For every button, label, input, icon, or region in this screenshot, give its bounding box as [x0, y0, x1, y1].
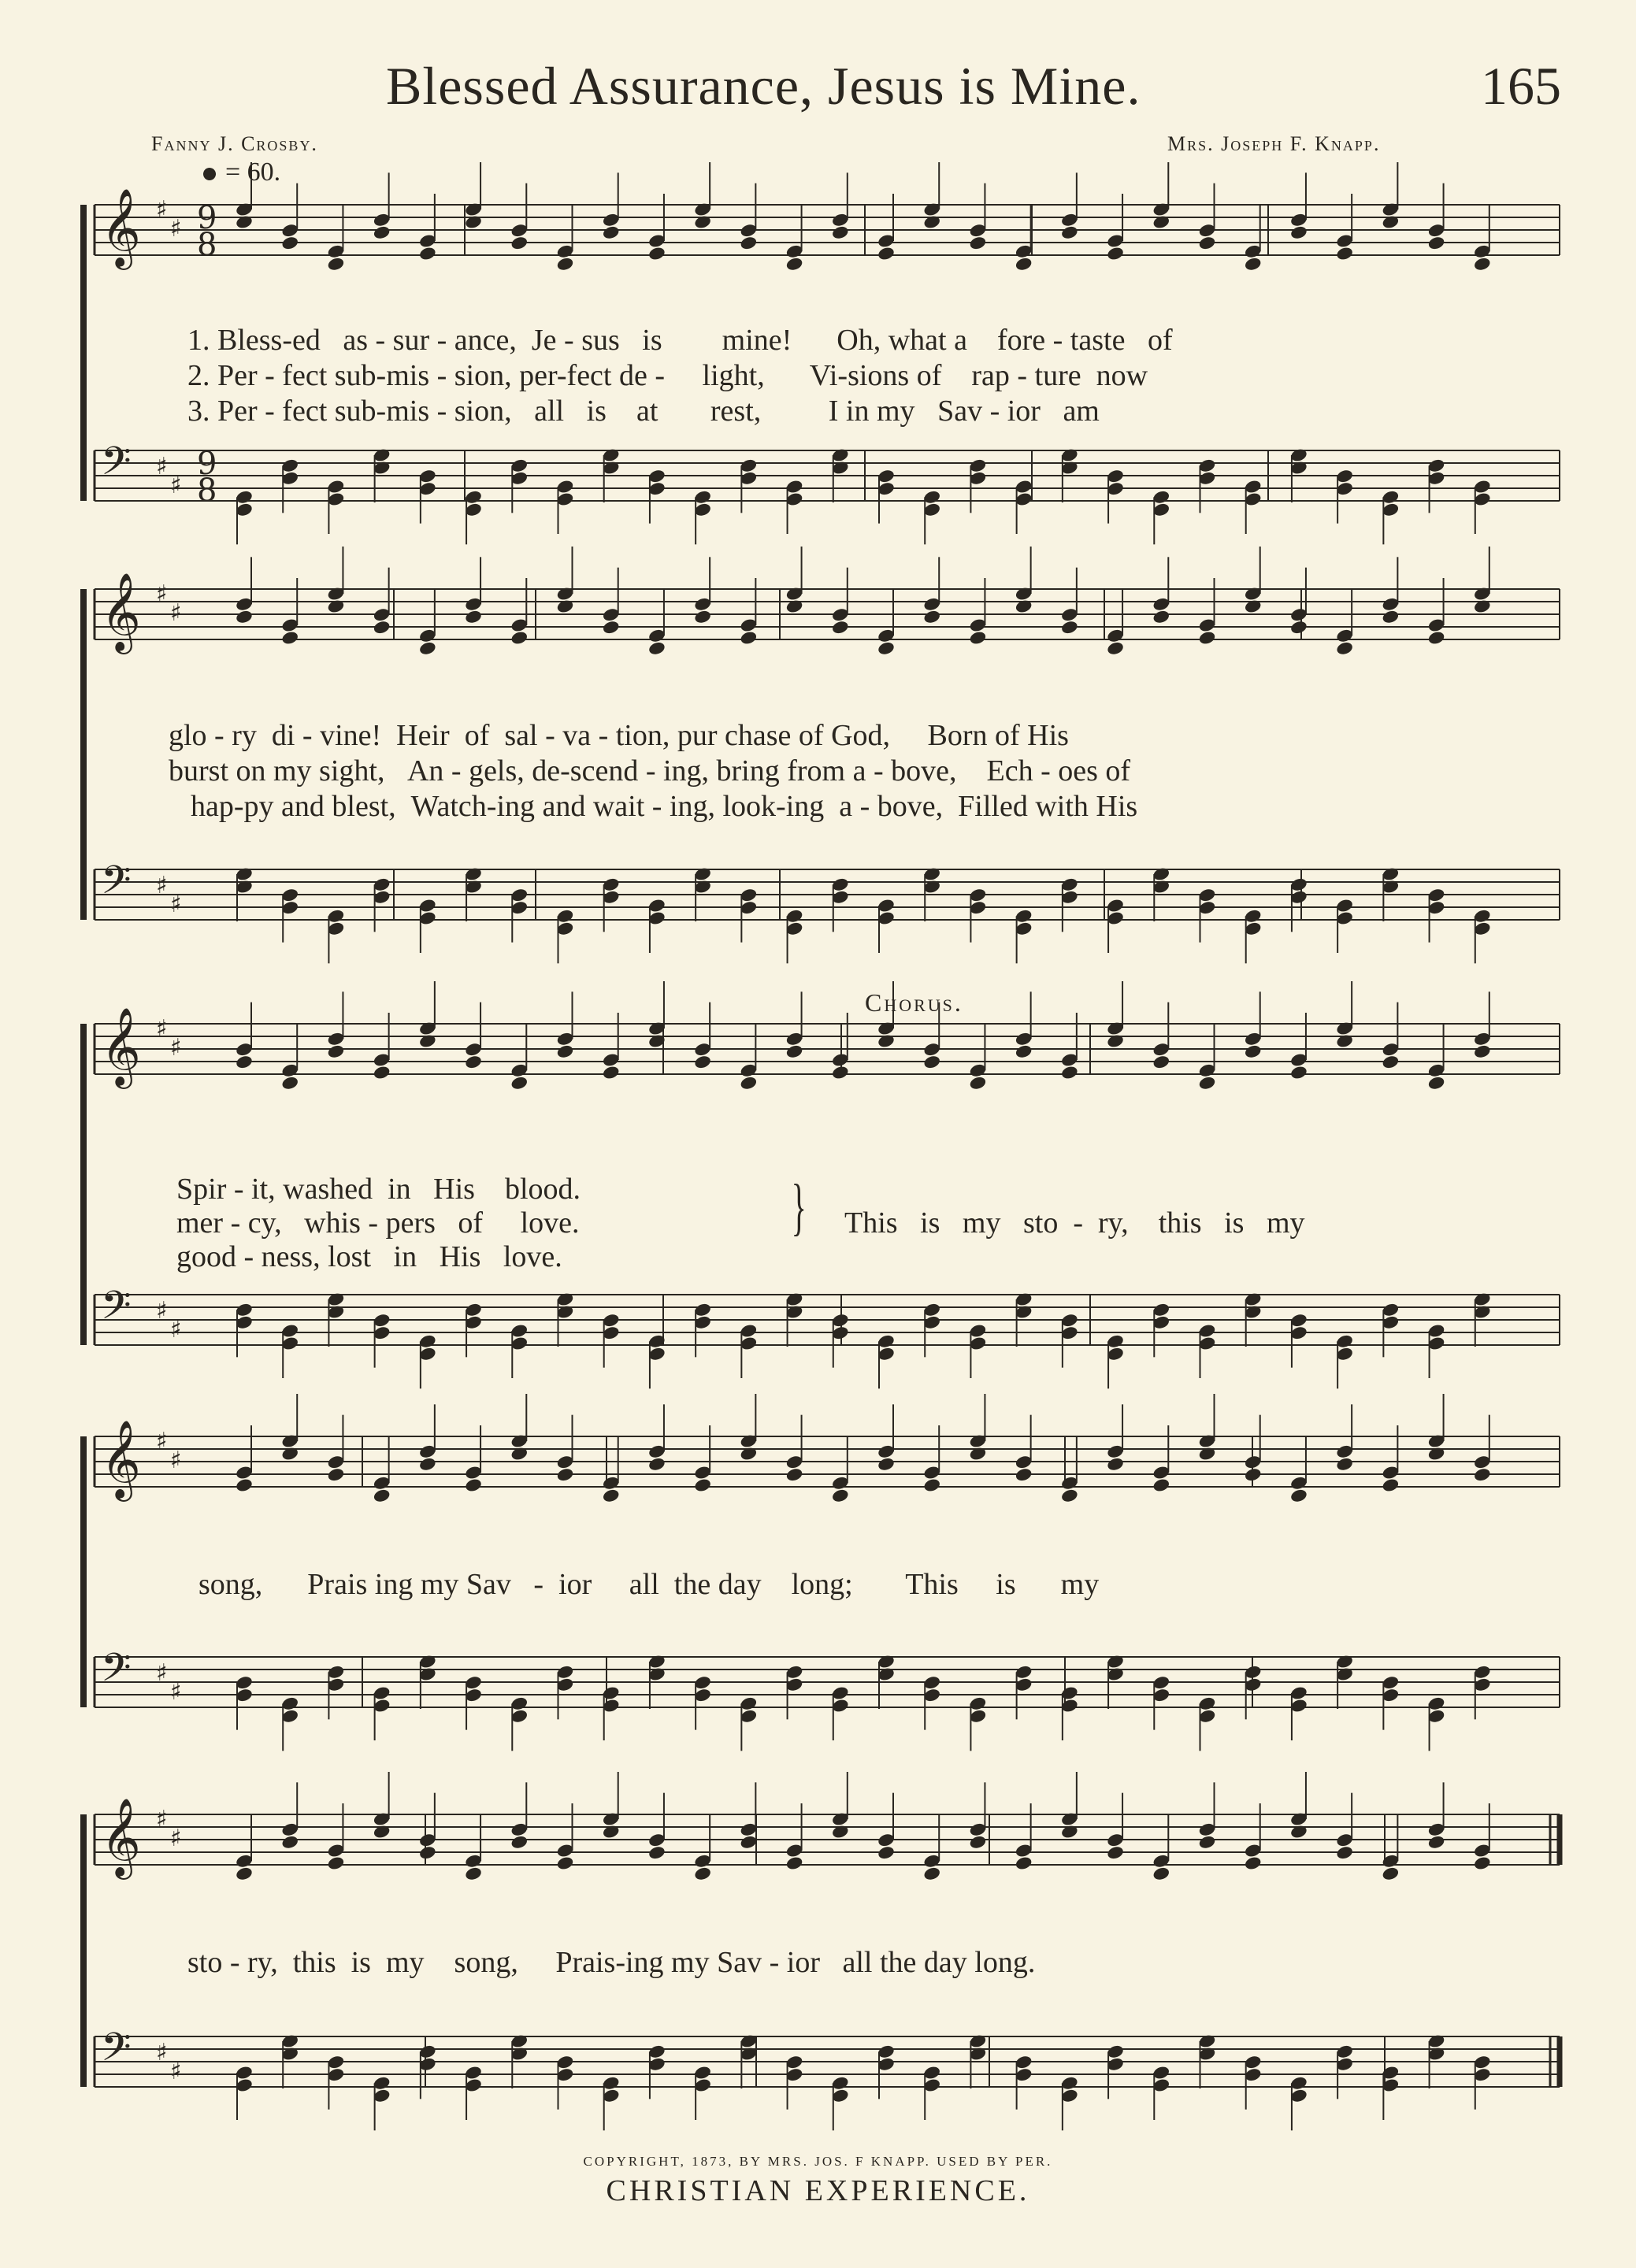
- note-head: [1198, 630, 1217, 646]
- note-head: [969, 1075, 988, 1091]
- note-head: [1427, 235, 1446, 251]
- note-head: [740, 1834, 759, 1850]
- sharp-icon: ♯: [156, 1428, 168, 1455]
- sharp-icon: ♯: [156, 453, 168, 480]
- note-head: [693, 1054, 712, 1070]
- note-head: [327, 256, 346, 272]
- note-head: [602, 620, 621, 636]
- note-head: [1015, 256, 1033, 272]
- treble-clef-icon: 𝄞: [101, 573, 141, 651]
- note-head: [1382, 1477, 1400, 1493]
- bass-clef-icon: 𝄢: [101, 439, 132, 494]
- sharp-icon: ♯: [170, 215, 182, 243]
- note-head: [280, 630, 299, 646]
- lyric-s2-v1: glo - ry di - vine! Heir of sal - va - tion, pur chase of God, Born of His: [169, 719, 1069, 752]
- sharp-icon: ♯: [170, 599, 182, 627]
- note-head: [1382, 1866, 1400, 1881]
- note-head: [1060, 224, 1079, 240]
- lyric-s2-v2: burst on my sight, An - gels, de-scend - ing, bring from a - bove, Ech - oes of: [169, 754, 1131, 788]
- note-head: [235, 1477, 254, 1493]
- note-head: [464, 1866, 483, 1881]
- note-head: [831, 1065, 850, 1080]
- sharp-icon: ♯: [170, 2058, 182, 2085]
- note-head: [647, 1456, 666, 1472]
- note-head: [969, 235, 988, 251]
- note-head: [1289, 1488, 1308, 1503]
- note-head: [280, 1075, 299, 1091]
- note-head: [1289, 224, 1308, 240]
- treble-clef-icon: 𝄞: [101, 1007, 141, 1086]
- verse-brace: }: [791, 1173, 807, 1242]
- note-head: [602, 1488, 621, 1503]
- sharp-icon: ♯: [156, 196, 168, 224]
- note-head: [280, 235, 299, 251]
- lyric-s3-v2: mer - cy, whis - pers of love.: [176, 1206, 580, 1240]
- note-head: [1106, 640, 1125, 656]
- note-head: [922, 1054, 941, 1070]
- sharp-icon: ♯: [156, 872, 168, 899]
- sharp-icon: ♯: [170, 1678, 182, 1706]
- note-head: [922, 1477, 941, 1493]
- note-head: [785, 1043, 804, 1059]
- sharp-icon: ♯: [170, 1825, 182, 1852]
- bass-clef-icon: 𝄢: [101, 858, 132, 913]
- note-head: [831, 1488, 850, 1503]
- note-head: [693, 1477, 712, 1493]
- note-head: [602, 1065, 621, 1080]
- note-head: [877, 246, 896, 261]
- composer-credit: Mrs. Joseph F. Knapp.: [1167, 132, 1381, 155]
- note-head: [1473, 1467, 1492, 1483]
- note-head: [1060, 620, 1079, 636]
- time-signature-bottom: 8: [197, 472, 217, 509]
- note-head: [602, 224, 621, 240]
- bass-clef-icon: 𝄢: [101, 1645, 132, 1700]
- note-head: [1106, 1845, 1125, 1861]
- note-head: [1427, 1075, 1446, 1091]
- note-head: [785, 1855, 804, 1871]
- note-head: [1015, 1467, 1033, 1483]
- note-head: [1106, 246, 1125, 261]
- note-head: [464, 609, 483, 624]
- lyric-s3-v1: Spir - it, washed in His blood.: [176, 1173, 581, 1206]
- note-head: [785, 256, 804, 272]
- note-head: [464, 1054, 483, 1070]
- note-head: [280, 1834, 299, 1850]
- note-head: [418, 246, 437, 261]
- note-head: [740, 1075, 759, 1091]
- note-head: [969, 1834, 988, 1850]
- sharp-icon: ♯: [170, 1447, 182, 1474]
- note-head: [1382, 609, 1400, 624]
- note-head: [373, 224, 391, 240]
- note-head: [373, 620, 391, 636]
- note-head: [556, 1467, 575, 1483]
- note-head: [969, 630, 988, 646]
- note-head: [327, 1467, 346, 1483]
- note-head: [418, 640, 437, 656]
- note-head: [1244, 1467, 1263, 1483]
- tempo-value: = 60.: [225, 158, 281, 187]
- note-head: [418, 1456, 437, 1472]
- bass-clef-icon: 𝄢: [101, 1283, 132, 1338]
- sharp-icon: ♯: [170, 1316, 182, 1343]
- note-head: [1060, 1488, 1079, 1503]
- sharp-icon: ♯: [156, 1297, 168, 1325]
- note-head: [373, 1065, 391, 1080]
- note-head: [831, 224, 850, 240]
- treble-clef-icon: 𝄞: [101, 1420, 141, 1499]
- sharp-icon: ♯: [156, 1806, 168, 1833]
- sharp-icon: ♯: [156, 580, 168, 608]
- note-head: [1198, 1834, 1217, 1850]
- sharp-icon: ♯: [156, 2039, 168, 2066]
- author-credit: Fanny J. Crosby.: [151, 132, 318, 155]
- time-signature-bottom: 8: [197, 227, 217, 263]
- sharp-icon: ♯: [170, 1034, 182, 1062]
- lyric-s1-v3: 3. Per - fect sub-mis - sion, all is at rest, I in my Sav - ior am: [187, 395, 1100, 428]
- note-head: [1289, 1065, 1308, 1080]
- note-head: [740, 630, 759, 646]
- note-head: [327, 1043, 346, 1059]
- chorus-label: Chorus.: [865, 988, 963, 1017]
- note-head: [1473, 1855, 1492, 1871]
- note-head: [1427, 1834, 1446, 1850]
- note-head: [1335, 246, 1354, 261]
- copyright-notice: COPYRIGHT, 1873, BY MRS. JOS. F KNAPP. USED BY PER.: [583, 2154, 1053, 2169]
- note-head: [1152, 609, 1170, 624]
- note-head: [1015, 1855, 1033, 1871]
- note-head: [740, 235, 759, 251]
- note-head: [877, 1845, 896, 1861]
- lyric-s5-chorus: sto - ry, this is my song, Prais-ing my Sav - ior all the day long.: [187, 1946, 1036, 1979]
- note-head: [1106, 1456, 1125, 1472]
- treble-clef-icon: 𝄞: [101, 1798, 141, 1877]
- note-head: [327, 1855, 346, 1871]
- lyric-s4-chorus: song, Prais ing my Sav - ior all the day long; This is my: [198, 1568, 1100, 1601]
- note-head: [1152, 1054, 1170, 1070]
- note-head: [1152, 1477, 1170, 1493]
- time-signature-top: 9: [197, 200, 217, 236]
- sharp-icon: ♯: [156, 1659, 168, 1687]
- note-head: [510, 630, 529, 646]
- lyric-s1-v2: 2. Per - fect sub-mis - sion, per-fect de - light, Vi-sions of rap - ture now: [187, 359, 1148, 392]
- note-head: [1244, 1043, 1263, 1059]
- note-head: [785, 1467, 804, 1483]
- note-head: [1473, 1043, 1492, 1059]
- note-head: [1060, 1065, 1079, 1080]
- note-head: [1335, 640, 1354, 656]
- note-head: [556, 1043, 575, 1059]
- note-head: [1152, 1866, 1170, 1881]
- note-head: [647, 1845, 666, 1861]
- note-head: [556, 256, 575, 272]
- note-head: [922, 609, 941, 624]
- lyric-s2-v3: hap-py and blest, Watch-ing and wait - ing, look-ing a - bove, Filled with His: [191, 790, 1138, 823]
- page-number: 165: [1481, 56, 1561, 116]
- note-head: [877, 1456, 896, 1472]
- note-head: [1015, 1043, 1033, 1059]
- sharp-icon: ♯: [170, 472, 182, 499]
- note-head: [373, 1488, 391, 1503]
- note-head: [510, 235, 529, 251]
- note-head: [647, 246, 666, 261]
- section-title: CHRISTIAN EXPERIENCE.: [606, 2174, 1030, 2207]
- note-head: [1289, 620, 1308, 636]
- note-head: [510, 1834, 529, 1850]
- note-head: [1244, 1855, 1263, 1871]
- note-head: [1244, 256, 1263, 272]
- note-head: [418, 1845, 437, 1861]
- note-head: [1198, 1075, 1217, 1091]
- note-head: [1382, 1054, 1400, 1070]
- note-head: [647, 640, 666, 656]
- note-head: [556, 1855, 575, 1871]
- time-signature-top: 9: [197, 446, 217, 482]
- note-head: [693, 1866, 712, 1881]
- note-head: [510, 1075, 529, 1091]
- note-head: [464, 1477, 483, 1493]
- note-head: [1473, 256, 1492, 272]
- bass-clef-icon: 𝄢: [101, 2025, 132, 2080]
- note-head: [235, 1866, 254, 1881]
- hymn-title: Blessed Assurance, Jesus is Mine.: [386, 56, 1141, 116]
- note-head: [922, 1866, 941, 1881]
- note-head: [1335, 1456, 1354, 1472]
- note-head: [235, 609, 254, 624]
- lyric-s3-v3: good - ness, lost in His love.: [176, 1240, 562, 1273]
- lyric-s3-chorus: This is my sto - ry, this is my: [844, 1206, 1305, 1240]
- note-head: [1427, 630, 1446, 646]
- sharp-icon: ♯: [170, 891, 182, 918]
- note-head: [693, 609, 712, 624]
- lyric-s1-v1: 1. Bless-ed as - sur - ance, Je - sus is mine! Oh, what a fore - taste of: [187, 324, 1173, 357]
- note-head: [1335, 1845, 1354, 1861]
- note-head: [1198, 235, 1217, 251]
- sharp-icon: ♯: [156, 1015, 168, 1043]
- treble-clef-icon: 𝄞: [101, 188, 141, 267]
- note-head: [831, 620, 850, 636]
- note-head: [877, 640, 896, 656]
- note-head: [235, 1054, 254, 1070]
